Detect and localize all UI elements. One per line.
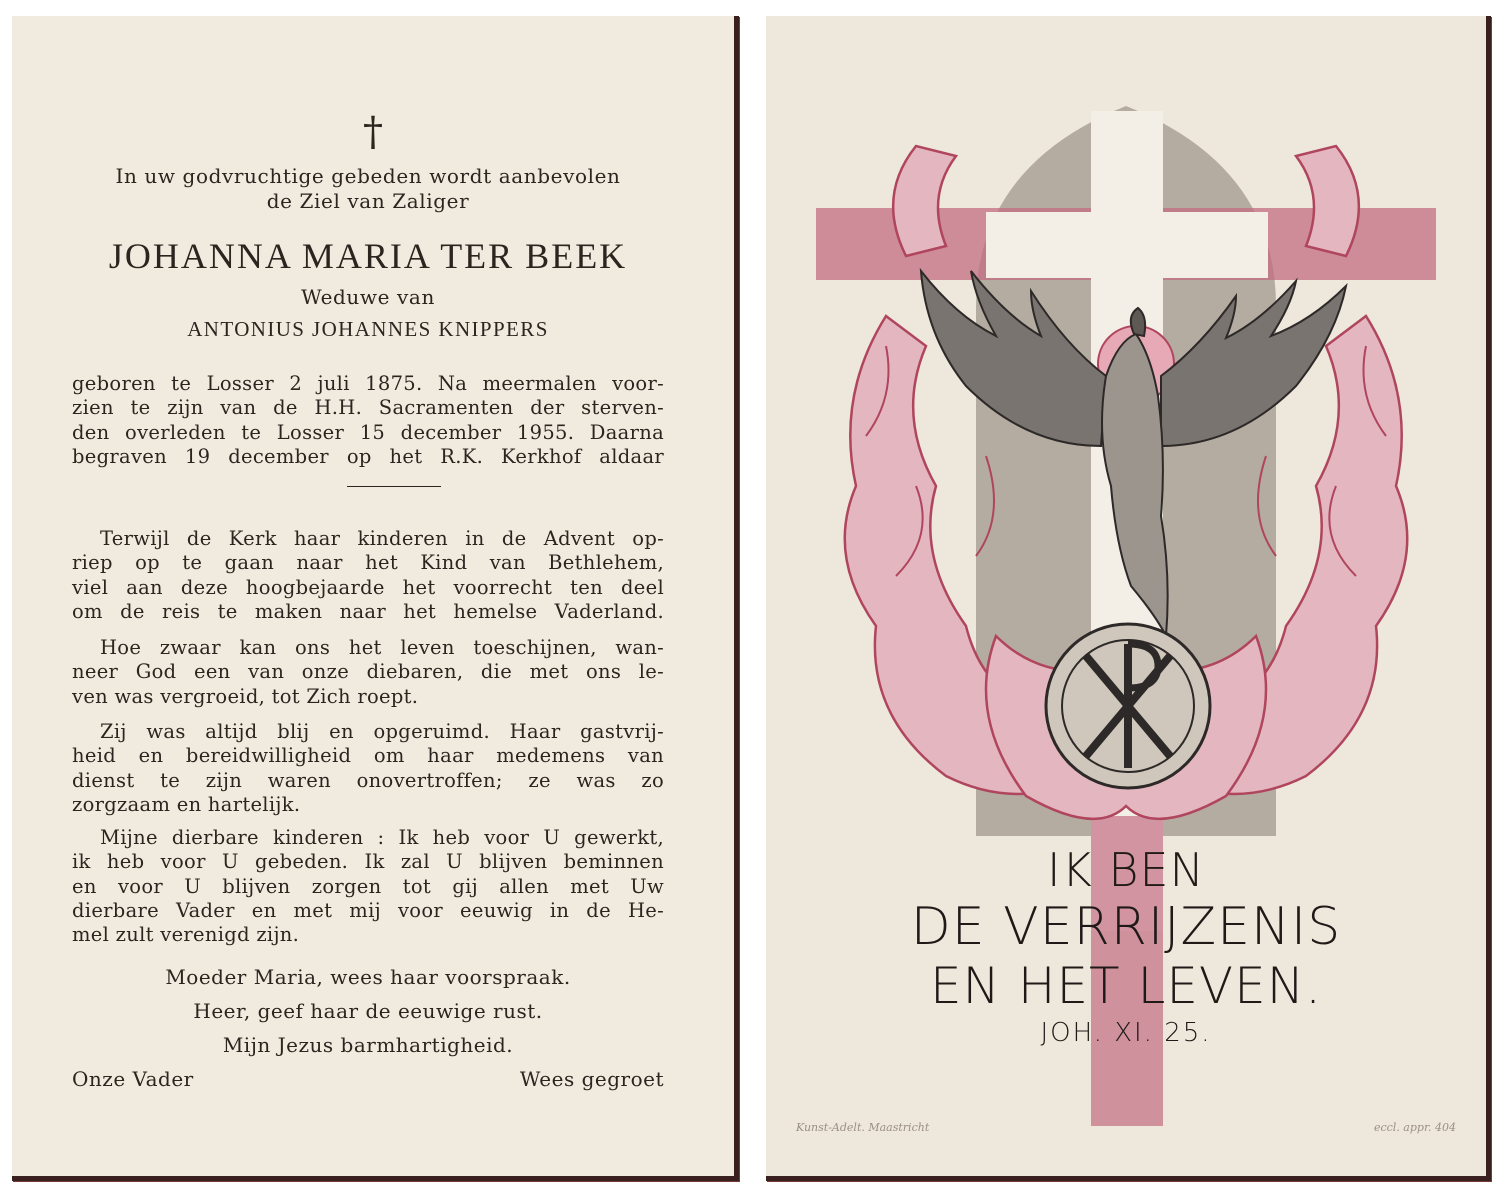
scripture-reference: JOH. XI. 25. bbox=[1040, 1018, 1212, 1048]
paragraph-line: begraven 19 december op het R.K. Kerkhof aldaar bbox=[72, 444, 664, 468]
prayer-line: Moeder Maria, wees haar voorspraak. bbox=[165, 965, 571, 989]
prayer-line: Mijn Jezus barmhartigheid. bbox=[222, 1033, 514, 1057]
paragraph-line: geboren te Losser 2 juli 1875. Na meermalen voor- bbox=[72, 372, 664, 395]
approval-imprint: eccl. appr. 404 bbox=[1373, 1121, 1456, 1134]
paragraph-line: Mijne dierbare kinderen : Ik heb voor U gewerkt, bbox=[100, 826, 664, 849]
motto-line: DE VERRIJZENIS bbox=[910, 897, 1342, 957]
paragraph-line: zien te zijn van de H.H. Sacramenten der sterven- bbox=[72, 396, 664, 420]
memorial-card-text-side bbox=[12, 16, 739, 1181]
paragraph-line: ven was vergroeid, tot Zich roept. bbox=[72, 684, 419, 708]
widow-of-label: Weduwe van bbox=[301, 285, 435, 309]
motto-line: EN HET LEVEN. bbox=[929, 957, 1323, 1015]
deceased-name: JOHANNA MARIA TER BEEK bbox=[108, 236, 628, 276]
paragraph-line: Terwijl de Kerk haar kinderen in de Advent op- bbox=[100, 527, 664, 550]
husband-name: ANTONIUS JOHANNES KNIPPERS bbox=[187, 317, 549, 341]
advent-paragraph bbox=[72, 527, 664, 624]
children-paragraph bbox=[72, 826, 664, 947]
intro-line: de Ziel van Zaliger bbox=[266, 189, 470, 213]
paragraph-line: viel aan deze hoogbejaarde het voorrecht ten deel bbox=[72, 575, 664, 599]
cross-icon: † bbox=[363, 109, 383, 155]
intro-line: In uw godvruchtige gebeden wordt aanbevolen bbox=[115, 164, 621, 188]
paragraph-line: dierbare Vader en met mij voor eeuwig in de He- bbox=[72, 898, 664, 922]
paragraph-line: en voor U blijven zorgen tot gij allen met Uw bbox=[72, 874, 664, 898]
footer-hail-mary: Wees gegroet bbox=[519, 1067, 664, 1091]
paragraph-line: Hoe zwaar kan ons het leven toeschijnen, wan- bbox=[100, 636, 664, 659]
paragraph-line: riep op te gaan naar het Kind van Bethlehem, bbox=[72, 551, 664, 575]
paragraph-line: den overleden te Losser 15 december 1955. Daarna bbox=[72, 420, 664, 444]
paragraph-line: mel zult verenigd zijn. bbox=[72, 923, 300, 947]
divider-line bbox=[347, 486, 441, 487]
paragraph-line: heid en bereidwilligheid om haar medemens van bbox=[72, 744, 664, 768]
footer-our-father: Onze Vader bbox=[72, 1067, 194, 1091]
birth-death-paragraph bbox=[72, 372, 664, 469]
intro-text bbox=[72, 164, 664, 214]
paragraph-line: dienst te zijn waren onovertroffen; ze was zo bbox=[72, 768, 664, 792]
prayer-line: Heer, geef haar de eeuwige rust. bbox=[193, 999, 543, 1023]
paragraph-line: neer God een van onze diebaren, die met ons le- bbox=[72, 660, 664, 684]
memorial-card-image-side bbox=[766, 16, 1491, 1181]
character-paragraph bbox=[72, 720, 664, 817]
life-paragraph bbox=[72, 636, 664, 709]
paragraph-line: Zij was altijd blij en opgeruimd. Haar gastvrij- bbox=[100, 720, 664, 743]
chi-rho-medallion bbox=[1046, 624, 1210, 788]
paragraph-line: om de reis te maken naar het hemelse Vaderland. bbox=[72, 599, 664, 623]
motto-line: IK BEN bbox=[1047, 843, 1205, 897]
paragraph-line: ik heb voor U gebeden. Ik zal U blijven beminnen bbox=[72, 850, 664, 874]
white-cross-horizontal bbox=[986, 212, 1268, 278]
publisher-imprint: Kunst-Adelt. Maastricht bbox=[796, 1121, 930, 1134]
paragraph-line: zorgzaam en hartelijk. bbox=[72, 792, 301, 816]
